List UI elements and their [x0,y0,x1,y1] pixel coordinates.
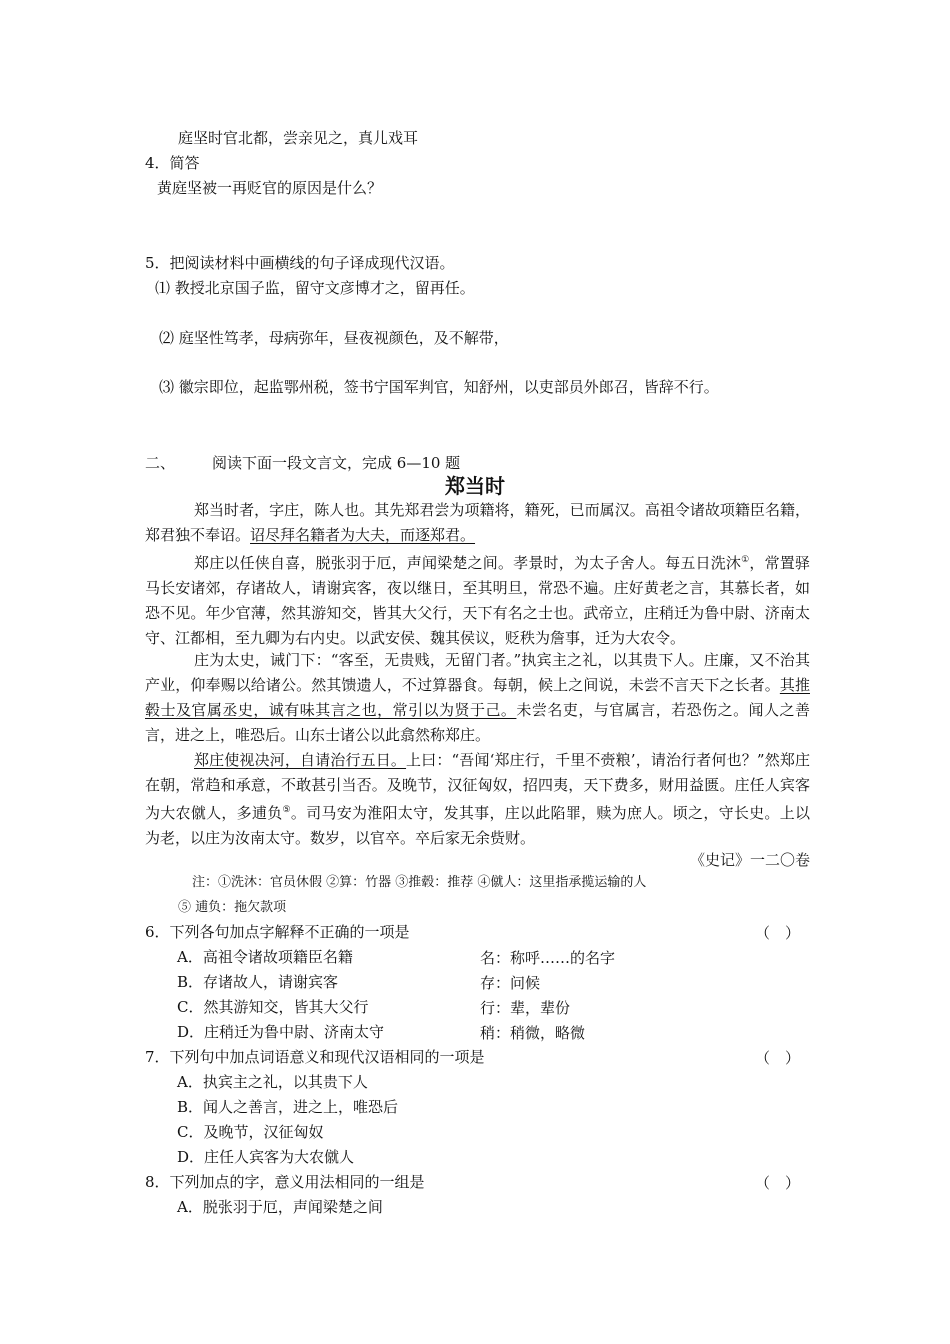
top-line: 庭坚时官北都，尝亲见之，真儿戏耳 [178,129,419,147]
q5-number: 5．把阅读材料中画横线的句子译成现代汉语。 [145,254,455,272]
underlined-sentence-1: 诏尽拜名籍者为大夫，而逐郑君。 [250,526,476,544]
q4-number: 4．简答 [145,154,200,172]
paragraph-2-text-a: 郑庄以任侠自喜，脱张羽于厄，声闻梁楚之间。孝景时，为太子舍人。每五日洗沐 [194,554,742,572]
section2-instruction: 阅读下面一段文言文，完成 6—10 题 [212,454,461,472]
q6-gloss-c: 行：辈，辈份 [480,999,571,1017]
q6-gloss-b: 存：问候 [480,974,541,992]
q6-option-a: A．高祖令诸故项籍臣名籍 [177,948,353,966]
section2-number: 二、 [145,454,176,472]
footnote-mark: ① [741,555,750,565]
q7-answer-blank: （ ） [755,1049,801,1067]
underlined-sentence-2: 其推毂士及官属丞史，诚有味其言之也，常引以为贤于己。 [145,676,810,719]
paragraph-4-text-b: 。司马安为淮阳太守，发其事，庄以此陷罪，赎为庶人。顷之，守长史。上以为老，以庄为汝南太守。数岁，以官卒。卒后家无余赀财。 [145,804,810,847]
paragraph-1 [145,498,810,548]
q6-gloss-a: 名：称呼……的名字 [480,949,616,967]
paragraph-3-text-a: 庄为太史，诫门下：“客至，无贵贱，无留门者。”执宾主之礼，以其贵下人。庄廉，又不治其产业，仰奉赐以给诸公。然其馈遗人，不过算器食。每朝，候上之间说，未尝不言天下之长者。 [145,651,810,694]
q7-option-a: A．执宾主之礼，以其贵下人 [177,1073,368,1091]
paragraph-3 [145,648,810,748]
q7-option-b: B．闻人之善言，进之上，唯恐后 [177,1098,399,1116]
source-citation: 《史记》一二〇卷 [689,851,810,869]
q6-option-b: B．存诸故人，请谢宾客 [177,973,339,991]
passage-title: 郑当时 [445,474,505,498]
footnotes-line-2: ⑤ 逋负：拖欠款项 [178,900,287,915]
q6-gloss-d: 稍：稍微，略微 [480,1024,586,1042]
q6-option-c: C．然其游知交，皆其大父行 [177,998,369,1016]
q7-stem: 7．下列句中加点词语意义和现代汉语相同的一项是 [145,1048,485,1066]
q8-stem: 8．下列加点的字，意义用法相同的一组是 [145,1173,425,1191]
paragraph-4 [145,748,810,851]
q7-option-d: D．庄任人宾客为大农僦人 [177,1148,355,1166]
q6-option-d: D．庄稍迁为鲁中尉、济南太守 [177,1023,385,1041]
underlined-sentence-3: 郑庄使视决河，自请治行五日。 [194,751,407,769]
paragraph-3-text-b: 未尝名吏，与官属言，若恐伤之。闻人之善言，进之上，唯恐后。山东士诸公以此翕然称郑庄。 [145,701,810,744]
q5-item-1: ⑴ 教授北京国子监，留守文彦博才之，留再任。 [155,279,475,297]
paragraph-1-text: 郑当时者，字庄，陈人也。其先郑君尝为项籍将，籍死，已而属汉。高祖令诸故项籍臣名籍，郑君独不奉诏。 [145,501,810,544]
q8-option-a: A．脱张羽于厄，声闻梁楚之间 [177,1198,383,1216]
q6-answer-blank: （ ） [755,924,801,942]
q6-stem: 6．下列各句加点字解释不正确的一项是 [145,923,410,941]
q7-option-c: C．及晚节，汉征匈奴 [177,1123,324,1141]
q4-text: 黄庭坚被一再贬官的原因是什么？ [157,179,383,197]
paragraph-2 [145,548,810,651]
q5-item-3: ⑶ 徽宗即位，起监鄂州税，签书宁国军判官，知舒州，以吏部员外郎召，皆辞不行。 [159,378,719,396]
q8-answer-blank: （ ） [755,1174,801,1192]
paragraph-2-text-b: ，常置驿马长安诸郊，存诸故人，请谢宾客，夜以继日，至其明旦，常恐不遍。庄好黄老之言，其慕长者，如恐不见。年少官薄，然其游知交，皆其大父行，天下有名之士也。武帝立，庄稍迁为鲁中尉、济南太守、江都相，至九卿为右内史。以武安侯、魏其侯议，贬秩为詹事，迁为大农令。 [145,554,810,647]
footnote-mark: ⑤ [282,805,291,815]
q5-item-2: ⑵ 庭坚性笃孝，母病弥年，昼夜视颜色，及不解带， [159,329,509,347]
paragraph-4-text-a: 上曰：“吾闻‘郑庄行，千里不赍粮’，请治行者何也？”然郑庄在朝，常趋和承意，不敢甚引当否。及晚节，汉征匈奴，招四夷，天下费多，财用益匮。庄任人宾客为大农僦人，多逋负 [145,751,810,822]
footnotes-line-1: 注：①洗沐：官员休假 ②算：竹器 ③推毂：推荐 ④僦人：这里指承揽运输的人 [192,875,647,890]
